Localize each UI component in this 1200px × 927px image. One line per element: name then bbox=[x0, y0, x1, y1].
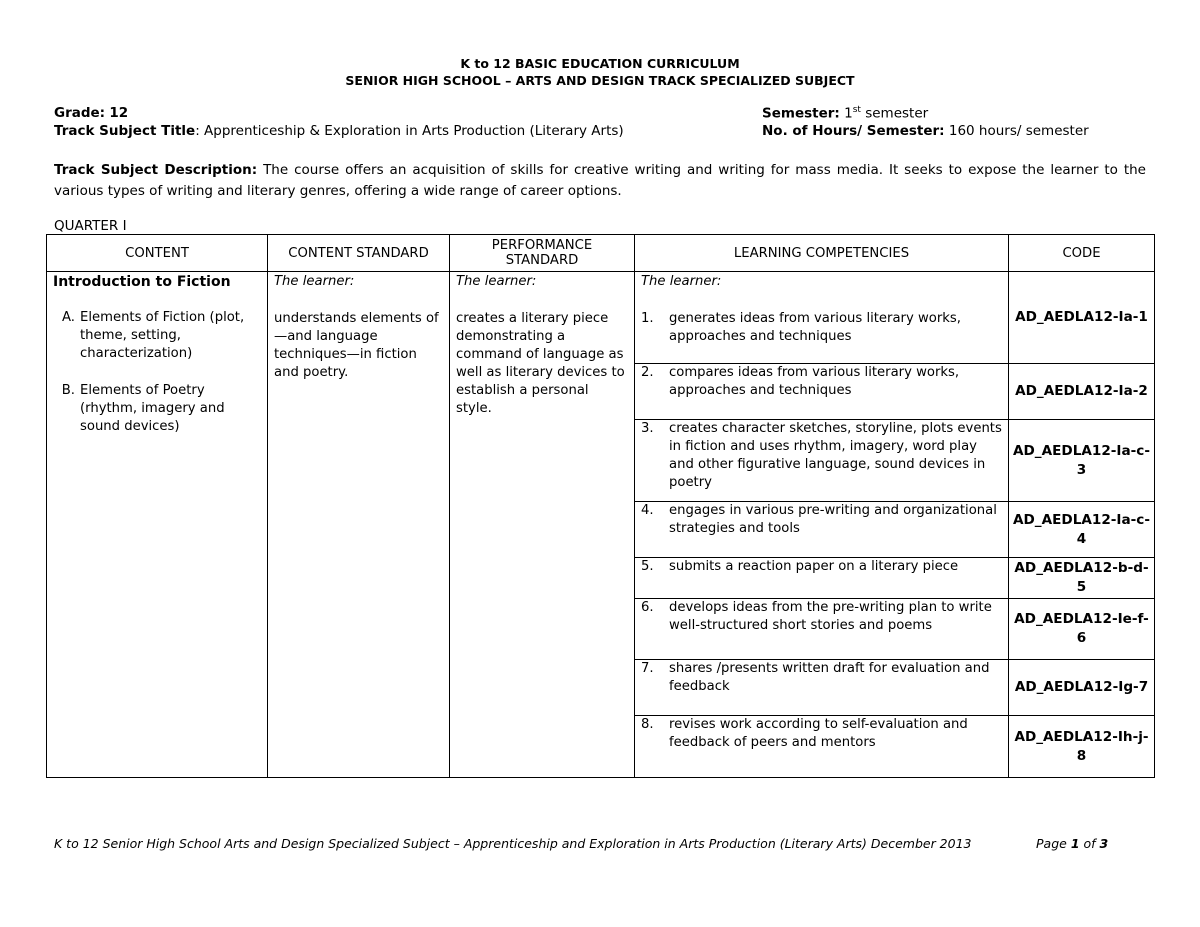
semester-line bbox=[762, 105, 928, 122]
page-current: 1 bbox=[1070, 836, 1080, 851]
content-standard-text: understands elements of—and language techniques—in fiction and poetry. bbox=[274, 311, 439, 380]
code-cell: AD_AEDLA12-Ie-f-6 bbox=[1009, 599, 1155, 660]
document-subtitle: SENIOR HIGH SCHOOL – ARTS AND DESIGN TRACK SPECIALIZED SUBJECT bbox=[345, 73, 855, 88]
table-row bbox=[47, 272, 1155, 364]
content-item-text: Elements of Fiction (plot, theme, setting, characterization) bbox=[80, 310, 245, 361]
quarter-heading: QUARTER I bbox=[54, 218, 127, 234]
the-learner-label: The learner: bbox=[456, 274, 537, 289]
competency-item bbox=[641, 502, 1002, 538]
description-text: The course offers an acquisition of skills for creative writing and writing for mass media. It seeks to expose the learner to the various types of writing and literary genres, offering a wide range of career options. bbox=[54, 162, 1146, 199]
competency-text: generates ideas from various literary works, approaches and techniques bbox=[669, 311, 961, 344]
content-item bbox=[53, 382, 261, 436]
content-item-letter: B. bbox=[61, 383, 75, 398]
competency-text: creates character sketches, storyline, plots events in fiction and uses rhythm, imagery, word play and other figurative language, sound devices in poetry bbox=[669, 421, 1002, 490]
document-title: K to 12 BASIC EDUCATION CURRICULUM bbox=[460, 56, 740, 71]
the-learner-label: The learner: bbox=[641, 274, 722, 289]
hours-label: No. of Hours/ Semester: bbox=[762, 123, 945, 139]
competency-text: engages in various pre-writing and organizational strategies and tools bbox=[669, 503, 997, 536]
competency-cell bbox=[635, 558, 1009, 599]
competency-item bbox=[641, 660, 1002, 696]
track-subject-title-value: : Apprenticeship & Exploration in Arts Production (Literary Arts) bbox=[195, 123, 624, 139]
competency-number: 8. bbox=[641, 717, 654, 732]
track-subject-title bbox=[54, 123, 624, 139]
competency-cell bbox=[635, 272, 1009, 364]
track-subject-title-label: Track Subject Title bbox=[54, 123, 196, 139]
code-cell: AD_AEDLA12-Ia-1 bbox=[1009, 272, 1155, 364]
performance-standard-text: creates a literary piece demonstrating a command of language as well as literary devices to establish a personal style. bbox=[456, 311, 625, 416]
code-cell: AD_AEDLA12-Ia-2 bbox=[1009, 364, 1155, 420]
hours-line bbox=[762, 123, 1089, 139]
content-cell bbox=[47, 272, 268, 778]
page-total: 3 bbox=[1099, 836, 1109, 851]
footer-text: K to 12 Senior High School Arts and Design Specialized Subject – Apprenticeship and Exploration in Arts Production (Literary Arts) December 2013 bbox=[54, 836, 972, 851]
grade-label: Grade: bbox=[54, 105, 106, 121]
competency-item bbox=[641, 599, 1002, 635]
grade-line bbox=[54, 105, 128, 121]
page-label: Page bbox=[1036, 836, 1067, 851]
content-item bbox=[53, 309, 261, 363]
page-of-label: of bbox=[1083, 836, 1096, 851]
competency-text: submits a reaction paper on a literary piece bbox=[669, 559, 959, 574]
competency-number: 7. bbox=[641, 661, 654, 676]
competency-text: compares ideas from various literary works, approaches and techniques bbox=[669, 365, 960, 398]
the-learner-label: The learner: bbox=[274, 274, 355, 289]
content-item-letter: A. bbox=[62, 310, 75, 325]
header-code: CODE bbox=[1009, 235, 1155, 272]
competency-cell bbox=[635, 420, 1009, 502]
grade-value: 12 bbox=[109, 105, 129, 121]
code-cell: AD_AEDLA12-b-d-5 bbox=[1009, 558, 1155, 599]
competency-number: 1. bbox=[641, 311, 654, 326]
table-header-row bbox=[47, 235, 1155, 272]
description-label: Track Subject Description: bbox=[54, 162, 258, 178]
content-title: Introduction to Fiction bbox=[53, 274, 231, 290]
competency-item bbox=[641, 310, 1002, 346]
header-content-standard: CONTENT STANDARD bbox=[268, 235, 450, 272]
competency-cell bbox=[635, 364, 1009, 420]
competency-number: 2. bbox=[641, 365, 654, 380]
competency-cell bbox=[635, 599, 1009, 660]
competency-number: 6. bbox=[641, 600, 654, 615]
competency-item bbox=[641, 558, 1002, 576]
competency-item bbox=[641, 364, 1002, 400]
header-learning-competencies: LEARNING COMPETENCIES bbox=[635, 235, 1009, 272]
code-cell: AD_AEDLA12-Ih-j-8 bbox=[1009, 716, 1155, 778]
competency-item bbox=[641, 716, 1002, 752]
performance-standard-cell bbox=[450, 272, 635, 778]
hours-value: 160 hours/ semester bbox=[948, 123, 1089, 139]
page-number bbox=[1036, 836, 1108, 851]
competency-text: shares /presents written draft for evaluation and feedback bbox=[669, 661, 990, 694]
track-subject-description bbox=[54, 160, 1146, 202]
header-content: CONTENT bbox=[47, 235, 268, 272]
content-item-text: Elements of Poetry (rhythm, imagery and sound devices) bbox=[80, 383, 225, 434]
code-cell: AD_AEDLA12-Ia-c-3 bbox=[1009, 420, 1155, 502]
semester-number: 1 bbox=[844, 105, 853, 122]
semester-label: Semester: bbox=[762, 105, 840, 122]
content-standard-cell bbox=[268, 272, 450, 778]
code-cell: AD_AEDLA12-Ia-c-4 bbox=[1009, 502, 1155, 558]
header-performance-standard: PERFORMANCE STANDARD bbox=[450, 235, 635, 272]
competency-number: 5. bbox=[641, 559, 654, 574]
competency-cell bbox=[635, 716, 1009, 778]
competency-cell bbox=[635, 502, 1009, 558]
semester-suffix: st bbox=[852, 105, 861, 115]
code-cell: AD_AEDLA12-Ig-7 bbox=[1009, 660, 1155, 716]
curriculum-table bbox=[46, 234, 1155, 778]
semester-text: semester bbox=[865, 105, 929, 122]
competency-text: develops ideas from the pre-writing plan to write well-structured short stories and poems bbox=[669, 600, 992, 633]
competency-text: revises work according to self-evaluation and feedback of peers and mentors bbox=[669, 717, 968, 750]
competency-number: 4. bbox=[641, 503, 654, 518]
competency-item bbox=[641, 420, 1002, 492]
competency-number: 3. bbox=[641, 421, 654, 436]
competency-cell bbox=[635, 660, 1009, 716]
